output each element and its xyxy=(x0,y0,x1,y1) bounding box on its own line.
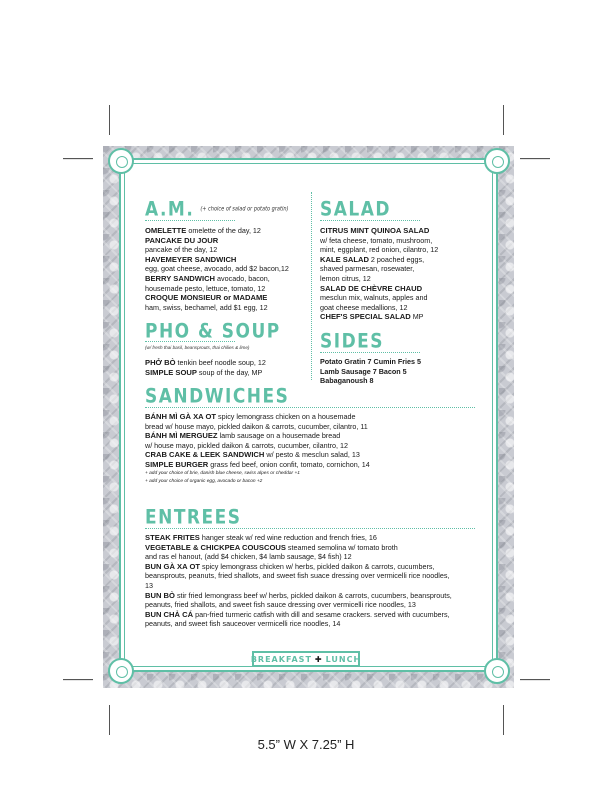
salad-items xyxy=(320,226,438,322)
pho-note: (w/ fresh thai basil, beansprouts, thai chilies & lime) xyxy=(145,345,250,350)
menu-item: BÁNH MÌ MERGUEZ lamb sausage on a housemade bread xyxy=(145,431,341,441)
menu-item: Babaganoush 8 xyxy=(320,376,374,386)
menu-item: mesclun mix, walnuts, apples and xyxy=(320,293,428,303)
page-size-label: 5.5” W X 7.25” H xyxy=(257,737,355,752)
addon-note: + add your choice of organic egg, avocado or bacon +2 xyxy=(145,478,263,484)
menu-item: HAVEMEYER SANDWICH xyxy=(145,254,237,264)
menu-item: w/ feta cheese, tomato, mushroom, xyxy=(320,235,433,245)
sandwiches-items xyxy=(145,412,370,486)
menu-item: VEGETABLE & CHICKPEA COUSCOUS steamed semolina w/ tomato broth xyxy=(145,542,398,552)
menu-item: PHỞ BÒ tenkin beef noodle soup, 12 xyxy=(145,358,266,367)
section-title-pho: PHO & SOUP xyxy=(145,320,281,343)
menu-item: peanuts, and sweet fish sauceover vermicelli rice noodles, 14 xyxy=(145,619,341,629)
menu-item: PANCAKE DU JOUR xyxy=(145,235,219,245)
menu-item: mint, eggplant, red onion, cilantro, 12 xyxy=(320,245,439,255)
corner-ornament-icon xyxy=(484,658,510,684)
menu-item: Lamb Sausage 7 Bacon 5 xyxy=(320,366,407,376)
pho-items xyxy=(145,358,266,377)
section-rule xyxy=(145,407,475,408)
section-rule xyxy=(320,352,420,353)
menu-item: pancake of the day, 12 xyxy=(145,245,218,255)
crop-mark xyxy=(109,705,110,735)
am-items xyxy=(145,226,289,312)
crop-mark xyxy=(520,158,550,159)
menu-item: BERRY SANDWICH avocado, bacon, xyxy=(145,273,270,283)
menu-item: goat cheese medallions, 12 xyxy=(320,302,408,312)
menu-item: beansprouts, peanuts, fried shallots, and sweet fish suace dressing over vermicelli rice noodles, xyxy=(145,571,450,581)
menu-item: ham, swiss, bechamel, add $1 egg, 12 xyxy=(145,302,268,312)
menu-item: BUN GÀ XA OT spicy lemongrass chicken w/ herbs, pickled daikon & carrots, cucumbers, xyxy=(145,561,435,571)
section-title-entrees: ENTREES xyxy=(145,506,242,529)
corner-ornament-icon xyxy=(484,148,510,174)
menu-item: and ras el hanout, (add $4 chicken, $4 lamb sausage, $4 fish) 12 xyxy=(145,552,352,562)
menu-item: egg, goat cheese, avocado, add $2 bacon,12 xyxy=(145,264,289,274)
footer-breakfast-label: BREAKFAST xyxy=(250,654,312,664)
menu-item: BUN BÒ stir fried lemongrass beef w/ herbs, pickled daikon & carrots, cucumbers, beansprouts, xyxy=(145,590,452,600)
breakfast-lunch-badge xyxy=(252,651,360,667)
menu-item: CROQUE MONSIEUR or MADAME xyxy=(145,293,268,303)
menu-item: Potato Gratin 7 Cumin Fries 5 xyxy=(320,357,422,366)
sides-items xyxy=(320,357,421,386)
crop-mark xyxy=(503,105,504,135)
menu-item: KALE SALAD 2 poached eggs, xyxy=(320,254,425,264)
menu-item: SALAD DE CHÈVRE CHAUD xyxy=(320,283,423,293)
am-note: (+ choice of salad or potato gratin) xyxy=(200,206,289,213)
menu-item: SIMPLE BURGER grass fed beef, onion confit, tomato, cornichon, 14 xyxy=(145,459,370,469)
corner-ornament-icon xyxy=(108,148,134,174)
menu-item: w/ house mayo, pickled daikon & carrots, cucumber, cilantro, 12 xyxy=(145,440,348,450)
menu-item: OMELETTE omelette of the day, 12 xyxy=(145,226,261,235)
menu-item: CRAB CAKE & LEEK SANDWICH w/ pesto & mesclun salad, 13 xyxy=(145,450,360,460)
corner-ornament-icon xyxy=(108,658,134,684)
section-rule xyxy=(145,341,235,342)
crop-mark xyxy=(109,105,110,135)
crop-mark xyxy=(520,679,550,680)
section-title-sandwiches: SANDWICHES xyxy=(145,385,290,408)
addon-note: + add your choice of brie, danish blue cheese, swiss alpes or cheddar +1 xyxy=(145,470,300,476)
menu-item: shaved parmesan, rosewater, xyxy=(320,264,415,274)
menu-item: peanuts, fried shallots, and sweet fish sauce dressing over vermicelli rice noodles, 13 xyxy=(145,600,416,610)
column-divider xyxy=(311,192,312,380)
section-rule xyxy=(320,220,420,221)
menu-item: CHEF'S SPECIAL SALAD MP xyxy=(320,312,424,322)
menu-item: STEAK FRITES hanger steak w/ red wine reduction and french fries, 16 xyxy=(145,533,377,542)
menu-item: BUN CHẢ CÁ pan-fried turmeric catfish with dill and sesame crackers. served with cucumbers, xyxy=(145,609,450,619)
crop-mark xyxy=(63,158,93,159)
menu-item: housemade pesto, lettuce, tomato, 12 xyxy=(145,283,266,293)
crop-mark xyxy=(63,679,93,680)
entrees-items xyxy=(145,533,452,629)
menu-item: BÁNH MÌ GÀ XA OT spicy lemongrass chicken on a housemade xyxy=(145,412,356,421)
menu-item: bread w/ house mayo, pickled daikon & carrots, cucumber, cilantro, 11 xyxy=(145,421,368,431)
section-title-sides: SIDES xyxy=(320,330,385,353)
section-rule xyxy=(145,220,235,221)
section-title-salad: SALAD xyxy=(320,198,392,221)
cross-icon: ✚ xyxy=(314,654,323,664)
menu-item: lemon citrus, 12 xyxy=(320,273,371,283)
menu-item: SIMPLE SOUP soup of the day, MP xyxy=(145,367,263,377)
footer-lunch-label: LUNCH xyxy=(325,654,362,664)
section-rule xyxy=(145,528,475,529)
menu-item: CITRUS MINT QUINOA SALAD xyxy=(320,226,430,235)
menu-item: 13 xyxy=(145,580,153,590)
section-title-am: A.M. (+ choice of salad or potato gratin) xyxy=(145,198,289,221)
crop-mark xyxy=(503,705,504,735)
